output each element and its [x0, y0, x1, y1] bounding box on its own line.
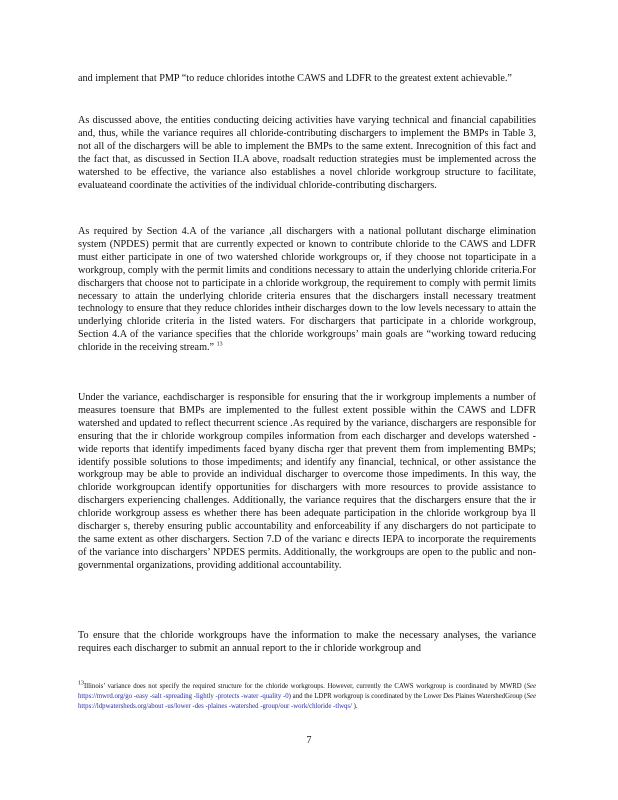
footnote-text-a: Illinois’ variance does not specify the required structure for the chloride workgroups. However, currently the CAWS workgroup is coordinated by MWRD ( [84, 683, 527, 690]
paragraph-capabilities [78, 115, 536, 192]
paragraph-under-variance [78, 392, 536, 573]
paragraph-text: Under the variance, eachdischarger is responsible for ensuring that the ir workgroup implements a number of measures toensure that BMPs are implemented to the fullest extent possible within the CAWS and LDFR watershed and updated to reflect thecurrent science .As required by the variance, dischargers are responsible for ensuring that the ir chloride workgroup compiles information from each discharger and develops watershed -wide reports that identify impediments faced byany discha rger that prevent them from implementing BMPs; identify possible solutions to those impediments; and identify any financial, technical, or other assistance the workgroup may be able to provide an individual discharger to overcome those impediments. In this way, the chloride workgroupcan identify opportunities for dischargers with more resources to provide assistance to dischargers experiencing challenges. Additionally, the variance requires that the dischargers ensure that the ir chloride workgroup assess es whether there has been adequate participation in the chloride workgroup bya ll discharger s, thereby ensuring public accountability and enforceability if any dischargers do not participate to the same extent as other dischargers. Section 7.D of the varianc e directs IEPA to incorporate the requirements of the variance into dischargers’ NPDES permits. Additionally, the workgroups are open to the public and non-governmental organizations, providing additional accountability. [78, 392, 536, 571]
footnote-text-c: ). [353, 703, 358, 710]
paragraph-text: As discussed above, the entities conducting deicing activities have varying technical and financial capabilities and, thus, while the variance requires all chloride-contributing dischargers to implement the BMPs in Table 3, not all of the dischargers will be able to implement the BMPs to the same extent. Inrecognition of this fact and the fact that, as discussed in Section II.A above, roadsalt reduction strategies must be implemented across the watershed to be effective, the variance also establishes a novel chloride workgroup structure to facilitate, evaluateand coordinate the activities of the individual chloride-contributing dischargers. [78, 115, 536, 191]
paragraph-text: To ensure that the chloride workgroups have the information to make the necessary analyses, the variance requires each discharger to submit an annual report to the ir chloride workgroup and [78, 630, 536, 654]
paragraph-text: and implement that PMP “to reduce chlorides intothe CAWS and LDFR to the greatest extent achievable.” [78, 73, 512, 84]
paragraph-annual-report [78, 630, 536, 656]
paragraph-text: As required by Section 4.A of the variance ,all dischargers with a national pollutant discharge elimination system (NPDES) permit that are currently expected or known to contribute chloride to the CAWS and LDFR must either participate in one of two watershed chloride workgroups or, if they choose not toparticipate in a workgroup, comply with the permit limits and conditions necessary to attain the underlying chloride criteria.For dischargers that choose not to participate in a chloride workgroup, the requirement to comply with permit limits necessary to attain the underlying chloride criteria ensures that the dischargers install necessary treatment technology to ensure that they reduce chlorides intheir discharges down to the low levels necessary to attain the underlying chloride criteria in the listed waters. For dischargers that participate in a chloride workgroup, Section 4.A of the variance specifies that the chloride workgroups’ main goals are “working toward reducing chloride in the receiving stream.” [78, 226, 536, 354]
footnote-number: 13 [78, 680, 84, 687]
footnote [78, 682, 536, 712]
footnote-link-ldp[interactable]: https://ldpwatersheds.org/about -us/lower -des -plaines -watershed -group/our -work/chloride -tlwqs/ [78, 703, 352, 710]
footnote-see-1: See [526, 683, 536, 690]
paragraph-section-4a [78, 226, 536, 355]
paragraph-continuation [78, 73, 536, 86]
page-number: 7 [306, 735, 312, 746]
footnote-link-mwrd[interactable]: https://mwrd.org/go -easy -salt -spreading -lightly -protects -water -quality -0 [78, 693, 289, 700]
footnote-text-b: ) and the LDPR workgroup is coordinated by the Lower Des Plaines WatershedGroup ( [288, 693, 527, 700]
footnote-reference[interactable]: 13 [216, 341, 223, 348]
footnote-see-2: See [526, 693, 536, 700]
